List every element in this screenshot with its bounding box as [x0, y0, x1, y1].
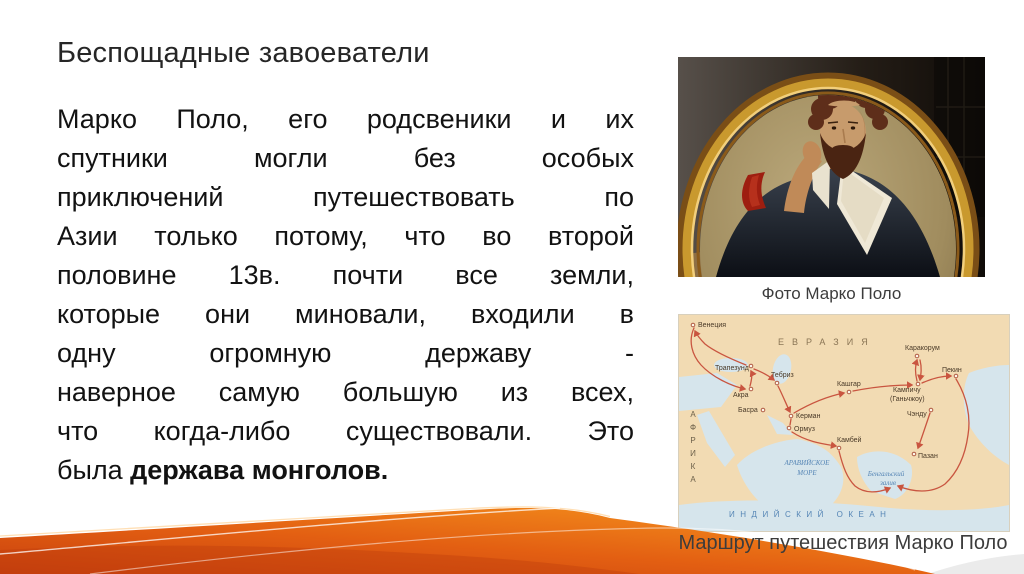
body-line: приключений путешествовать по: [57, 182, 634, 212]
body-line-last: [57, 451, 634, 490]
body-paragraph: [57, 100, 634, 490]
marco-polo-portrait-image: [678, 57, 985, 277]
map-city-label: Трапезунд: [715, 365, 749, 372]
body-line: что когда-либо существовали. Это: [57, 416, 634, 446]
region-label-africa: АФРИКА: [688, 410, 698, 488]
gray-corner-wisp: [928, 554, 1024, 574]
map-city-label: Чэнду: [907, 411, 927, 418]
map-city-dot: [916, 382, 920, 386]
map-city-label: Камбей: [837, 437, 862, 444]
map-caption: Маршрут путешествия Марко Поло: [678, 532, 1008, 554]
map-city-dot: [912, 452, 916, 456]
map-city-label: Пекин: [942, 367, 962, 374]
map-city-label: Кампичу: [893, 387, 921, 394]
map-city-dot: [837, 446, 841, 450]
map-city-label: Акра: [733, 392, 749, 399]
sea-label-arabian-2: МОРЕ: [797, 469, 817, 477]
map-city-dot: [691, 323, 695, 327]
map-city-dot: [787, 426, 791, 430]
map-city-dot: [749, 387, 753, 391]
map-city-label: (Ганьчжоу): [890, 396, 925, 403]
body-line: Азии только потому, что во второй: [57, 221, 634, 251]
sea-label-bengal-2: залив: [880, 479, 896, 487]
portrait-figure: [678, 57, 985, 277]
body-line: Марко Поло, его родсвеники и их: [57, 104, 634, 134]
body-line: половине 13в. почти все земли,: [57, 260, 634, 290]
map-city-dot: [915, 354, 919, 358]
map-city-dot: [789, 414, 793, 418]
sea-label-bengal-1: Бенгальский: [867, 470, 905, 478]
body-line: одну огромную державу -: [57, 338, 634, 368]
map-city-dot: [929, 408, 933, 412]
map-city-dot: [775, 381, 779, 385]
map-city-label: Венеция: [698, 322, 727, 329]
map-city-dot: [954, 374, 958, 378]
map-city-label: Кашгар: [837, 381, 861, 388]
map-city-dot: [749, 364, 753, 368]
map-city-label: Ормуз: [794, 426, 815, 433]
map-city-label: Керман: [796, 413, 821, 420]
map-city-dot: [761, 408, 765, 412]
sea-label-arabian-1: АРАВИЙСКОЕ: [784, 459, 830, 467]
map-city-dot: [847, 390, 851, 394]
body-line: спутники могли без особых: [57, 143, 634, 173]
map-city-label: Пазан: [918, 453, 938, 460]
body-line: наверное самую большую из всех,: [57, 377, 634, 407]
map-city-label: Тебриз: [771, 372, 794, 379]
body-last-normal: была: [57, 455, 131, 485]
region-label-eurasia: ЕВРАЗИЯ: [778, 337, 876, 347]
body-line: которые они миновали, входили в: [57, 299, 634, 329]
map-city-label: Каракорум: [905, 345, 940, 352]
body-last-bold: держава монголов.: [130, 455, 389, 485]
map-city-label: Басра: [738, 407, 758, 414]
portrait-caption: Фото Марко Поло: [761, 284, 902, 303]
ocean-label-indian: ИНДИЙСКИЙ ОКЕАН: [729, 510, 892, 519]
slide-title: Беспощадные завоеватели: [57, 37, 430, 70]
